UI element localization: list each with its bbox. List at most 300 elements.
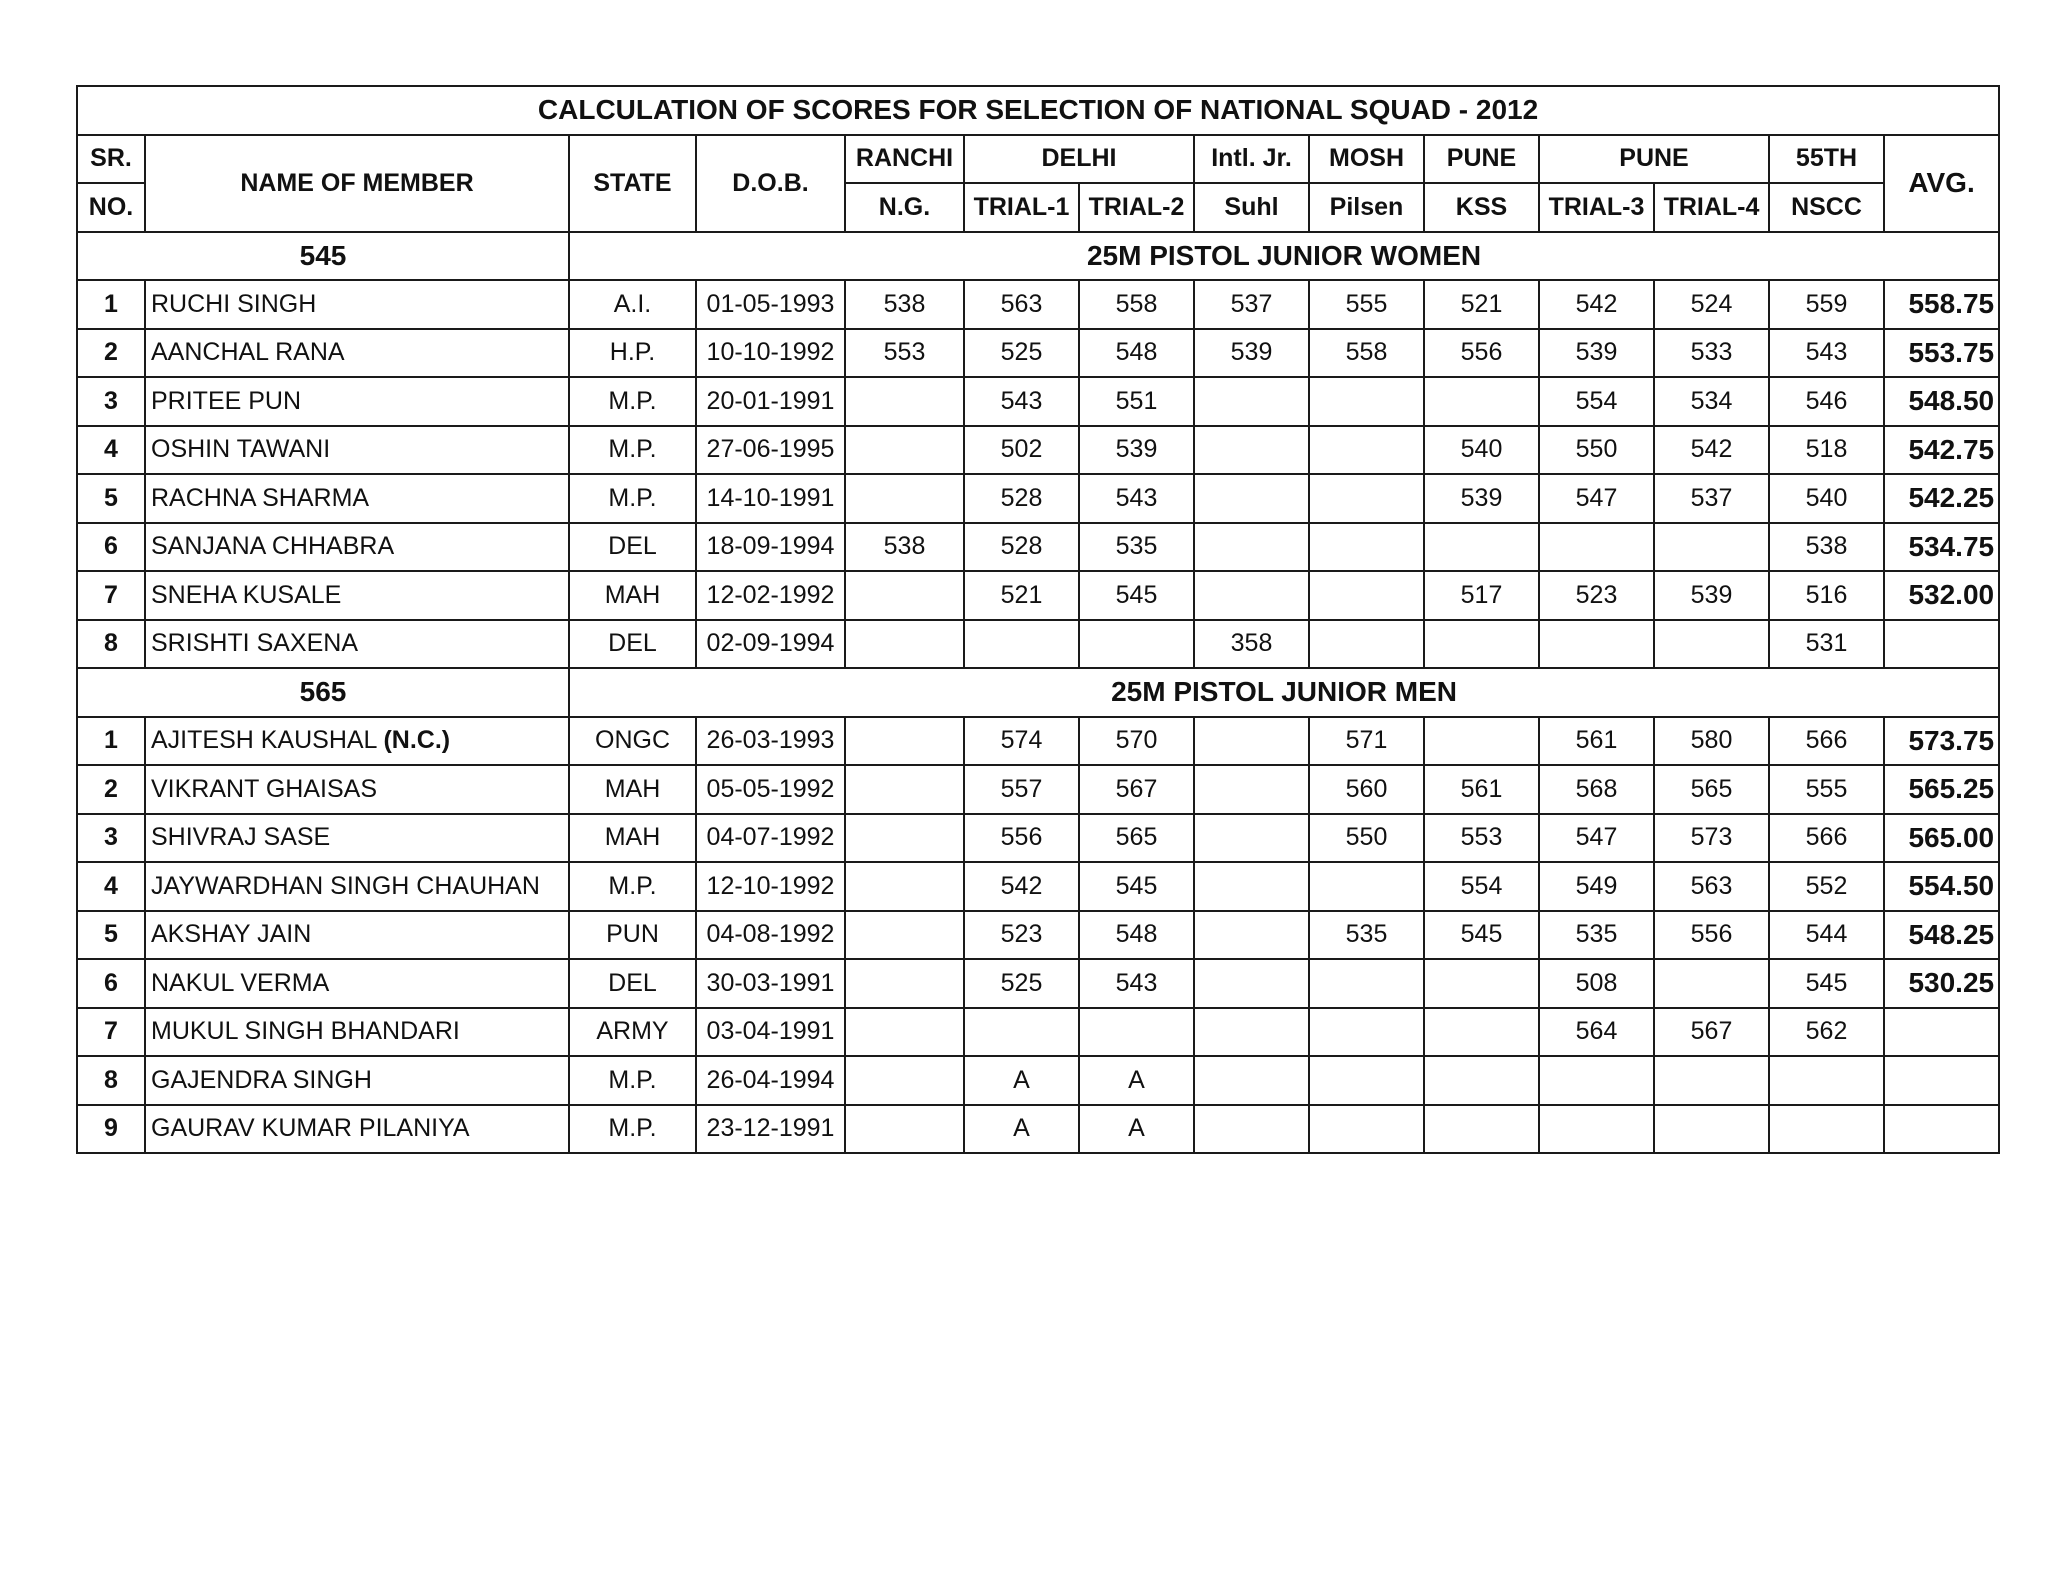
- score-cell: A: [1079, 1056, 1194, 1105]
- score-cell: 539: [1539, 329, 1654, 378]
- member-dob: 04-08-1992: [696, 911, 845, 960]
- member-name-cell: [145, 329, 569, 378]
- serial-number: 5: [77, 911, 145, 960]
- member-state: MAH: [569, 814, 696, 863]
- score-cell: [1654, 959, 1769, 1008]
- score-cell: 535: [1539, 911, 1654, 960]
- score-cell: [1194, 1056, 1309, 1105]
- score-cell: [1654, 1105, 1769, 1154]
- member-dob: 27-06-1995: [696, 426, 845, 475]
- member-state: DEL: [569, 523, 696, 572]
- member-state: MAH: [569, 571, 696, 620]
- score-cell: A: [964, 1105, 1079, 1154]
- average-score: [1884, 1008, 1999, 1057]
- member-name: OSHIN TAWANI: [151, 435, 331, 464]
- score-cell: [1769, 1056, 1884, 1105]
- score-cell: [845, 959, 964, 1008]
- score-cell: 545: [1769, 959, 1884, 1008]
- member-dob: 14-10-1991: [696, 474, 845, 523]
- score-cell: [845, 814, 964, 863]
- member-name-cell: [145, 426, 569, 475]
- score-cell: 552: [1769, 862, 1884, 911]
- score-cell: 566: [1769, 717, 1884, 766]
- score-cell: [1309, 523, 1424, 572]
- member-name-cell: [145, 1105, 569, 1154]
- score-cell: 518: [1769, 426, 1884, 475]
- serial-number: 4: [77, 426, 145, 475]
- score-cell: [1194, 377, 1309, 426]
- average-score: 558.75: [1884, 280, 1999, 329]
- average-score: [1884, 1105, 1999, 1154]
- score-cell: 557: [964, 765, 1079, 814]
- member-name-cell: [145, 280, 569, 329]
- member-name: SANJANA CHHABRA: [151, 532, 395, 561]
- member-state: MAH: [569, 765, 696, 814]
- score-cell: [1309, 474, 1424, 523]
- score-cell: 554: [1539, 377, 1654, 426]
- member-name: MUKUL SINGH BHANDARI: [151, 1017, 460, 1046]
- table-row: [77, 329, 1999, 378]
- score-cell: 539: [1654, 571, 1769, 620]
- member-state: A.I.: [569, 280, 696, 329]
- score-cell: 525: [964, 959, 1079, 1008]
- score-cell: [1424, 717, 1539, 766]
- score-cell: [1309, 571, 1424, 620]
- score-cell: 567: [1079, 765, 1194, 814]
- score-cell: [1539, 620, 1654, 669]
- member-name: VIKRANT GHAISAS: [151, 774, 377, 803]
- table-row: [77, 571, 1999, 620]
- table-row: [77, 474, 1999, 523]
- table-row: [77, 862, 1999, 911]
- score-cell: 571: [1309, 717, 1424, 766]
- score-cell: 554: [1424, 862, 1539, 911]
- score-cell: 508: [1539, 959, 1654, 1008]
- serial-number: 5: [77, 474, 145, 523]
- average-score: 548.50: [1884, 377, 1999, 426]
- score-cell: 550: [1539, 426, 1654, 475]
- header-row-top: [77, 135, 1999, 184]
- score-cell: 543: [1079, 474, 1194, 523]
- member-state: PUN: [569, 911, 696, 960]
- member-state: M.P.: [569, 862, 696, 911]
- header-group-55th: 55TH: [1769, 135, 1884, 184]
- score-cell: 521: [1424, 280, 1539, 329]
- score-cell: 539: [1194, 329, 1309, 378]
- score-cell: [1194, 474, 1309, 523]
- score-cell: 559: [1769, 280, 1884, 329]
- score-cell: [964, 1008, 1079, 1057]
- member-state: DEL: [569, 620, 696, 669]
- score-cell: 545: [1424, 911, 1539, 960]
- table-row: [77, 280, 1999, 329]
- member-name-cell: [145, 620, 569, 669]
- average-score: 565.25: [1884, 765, 1999, 814]
- score-cell: [1654, 620, 1769, 669]
- member-name: PRITEE PUN: [151, 386, 302, 415]
- score-cell: 556: [1654, 911, 1769, 960]
- score-cell: [1194, 862, 1309, 911]
- table-row: [77, 523, 1999, 572]
- score-cell: 563: [1654, 862, 1769, 911]
- score-cell: 542: [1654, 426, 1769, 475]
- score-cell: 548: [1079, 329, 1194, 378]
- category-title: 25M PISTOL JUNIOR WOMEN: [569, 232, 1999, 281]
- score-cell: [1424, 377, 1539, 426]
- score-cell: 551: [1079, 377, 1194, 426]
- score-cell: [1654, 523, 1769, 572]
- category-row: [77, 668, 1999, 717]
- score-cell: [1424, 1056, 1539, 1105]
- member-name: JAYWARDHAN SINGH CHAUHAN: [151, 871, 540, 900]
- score-cell: 542: [1539, 280, 1654, 329]
- member-state: M.P.: [569, 377, 696, 426]
- serial-number: 7: [77, 1008, 145, 1057]
- serial-number: 8: [77, 1056, 145, 1105]
- score-cell: 553: [1424, 814, 1539, 863]
- header-group-intl-jr: Intl. Jr.: [1194, 135, 1309, 184]
- score-cell: [845, 862, 964, 911]
- score-cell: 535: [1309, 911, 1424, 960]
- member-name: GAURAV KUMAR PILANIYA: [151, 1114, 470, 1143]
- score-cell: [964, 620, 1079, 669]
- member-state: ONGC: [569, 717, 696, 766]
- score-cell: 573: [1654, 814, 1769, 863]
- header-group-ranchi: RANCHI: [845, 135, 964, 184]
- member-dob: 20-01-1991: [696, 377, 845, 426]
- header-name: NAME OF MEMBER: [145, 135, 569, 232]
- score-cell: 546: [1769, 377, 1884, 426]
- member-dob: 30-03-1991: [696, 959, 845, 1008]
- score-cell: 545: [1079, 862, 1194, 911]
- score-cell: 543: [964, 377, 1079, 426]
- average-score: 542.25: [1884, 474, 1999, 523]
- serial-number: 6: [77, 959, 145, 1008]
- member-dob: 12-02-1992: [696, 571, 845, 620]
- score-cell: [1309, 377, 1424, 426]
- member-name: AANCHAL RANA: [151, 338, 345, 367]
- member-dob: 10-10-1992: [696, 329, 845, 378]
- score-cell: 568: [1539, 765, 1654, 814]
- score-cell: 528: [964, 523, 1079, 572]
- score-cell: 540: [1424, 426, 1539, 475]
- score-cell: 553: [845, 329, 964, 378]
- table-row: [77, 620, 1999, 669]
- member-name: RACHNA SHARMA: [151, 483, 370, 512]
- score-cell: [1194, 911, 1309, 960]
- score-cell: 561: [1539, 717, 1654, 766]
- score-cell: 556: [1424, 329, 1539, 378]
- score-cell: 558: [1309, 329, 1424, 378]
- score-cell: [1309, 1105, 1424, 1154]
- score-cell: 547: [1539, 474, 1654, 523]
- score-cell: 535: [1079, 523, 1194, 572]
- member-name: AJITESH KAUSHAL: [151, 726, 384, 755]
- serial-number: 8: [77, 620, 145, 669]
- score-cell: 570: [1079, 717, 1194, 766]
- table-row: [77, 717, 1999, 766]
- score-cell: [1654, 1056, 1769, 1105]
- score-cell: 542: [964, 862, 1079, 911]
- score-cell: [845, 1008, 964, 1057]
- score-cell: 538: [845, 523, 964, 572]
- serial-number: 3: [77, 377, 145, 426]
- member-name: RUCHI SINGH: [151, 289, 317, 318]
- score-cell: 580: [1654, 717, 1769, 766]
- table-row: [77, 1008, 1999, 1057]
- score-cell: 523: [964, 911, 1079, 960]
- member-name-cell: [145, 814, 569, 863]
- score-cell: 537: [1194, 280, 1309, 329]
- average-score: 532.00: [1884, 571, 1999, 620]
- score-cell: 567: [1654, 1008, 1769, 1057]
- average-score: 534.75: [1884, 523, 1999, 572]
- member-state: DEL: [569, 959, 696, 1008]
- national-champion-badge: (N.C.): [383, 726, 451, 755]
- category-title: 25M PISTOL JUNIOR MEN: [569, 668, 1999, 717]
- score-cell: 358: [1194, 620, 1309, 669]
- table-title: CALCULATION OF SCORES FOR SELECTION OF NATIONAL SQUAD - 2012: [77, 86, 1999, 135]
- header-sub-nscc: NSCC: [1769, 183, 1884, 232]
- table-row: [77, 1105, 1999, 1154]
- score-cell: 549: [1539, 862, 1654, 911]
- score-cell: [1194, 523, 1309, 572]
- table-row: [77, 377, 1999, 426]
- member-name-cell: [145, 1008, 569, 1057]
- header-sub-kss: KSS: [1424, 183, 1539, 232]
- score-cell: 543: [1769, 329, 1884, 378]
- average-score: [1884, 1056, 1999, 1105]
- score-cell: 516: [1769, 571, 1884, 620]
- member-name-cell: [145, 911, 569, 960]
- average-score: 565.00: [1884, 814, 1999, 863]
- score-cell: [1079, 1008, 1194, 1057]
- header-group-pune-trials: PUNE: [1539, 135, 1769, 184]
- score-cell: 556: [964, 814, 1079, 863]
- title-row: [77, 86, 1999, 135]
- average-score: 542.75: [1884, 426, 1999, 475]
- member-state: M.P.: [569, 474, 696, 523]
- score-cell: 517: [1424, 571, 1539, 620]
- score-cell: A: [964, 1056, 1079, 1105]
- score-cell: [1424, 620, 1539, 669]
- score-cell: 528: [964, 474, 1079, 523]
- member-dob: 04-07-1992: [696, 814, 845, 863]
- score-cell: 524: [1654, 280, 1769, 329]
- member-name: SNEHA KUSALE: [151, 580, 342, 609]
- member-dob: 05-05-1992: [696, 765, 845, 814]
- member-name: NAKUL VERMA: [151, 968, 330, 997]
- member-state: M.P.: [569, 1105, 696, 1154]
- score-cell: [845, 911, 964, 960]
- serial-number: 1: [77, 717, 145, 766]
- average-score: 573.75: [1884, 717, 1999, 766]
- score-cell: 565: [1079, 814, 1194, 863]
- table-row: [77, 959, 1999, 1008]
- table-body: [77, 232, 1999, 1154]
- average-score: [1884, 620, 1999, 669]
- header-sr-bottom: NO.: [77, 183, 145, 232]
- score-cell: [845, 1105, 964, 1154]
- member-dob: 23-12-1991: [696, 1105, 845, 1154]
- serial-number: 6: [77, 523, 145, 572]
- score-cell: 533: [1654, 329, 1769, 378]
- member-dob: 03-04-1991: [696, 1008, 845, 1057]
- average-score: 554.50: [1884, 862, 1999, 911]
- score-cell: [1539, 523, 1654, 572]
- member-name-cell: [145, 1056, 569, 1105]
- table-row: [77, 426, 1999, 475]
- member-state: M.P.: [569, 1056, 696, 1105]
- member-dob: 02-09-1994: [696, 620, 845, 669]
- score-cell: [1424, 959, 1539, 1008]
- score-cell: 539: [1424, 474, 1539, 523]
- score-cell: [1769, 1105, 1884, 1154]
- score-cell: 537: [1654, 474, 1769, 523]
- member-name-cell: [145, 862, 569, 911]
- header-avg: AVG.: [1884, 135, 1999, 232]
- header-sub-trial-3: TRIAL-3: [1539, 183, 1654, 232]
- score-cell: [1309, 959, 1424, 1008]
- header-sub-ng: N.G.: [845, 183, 964, 232]
- average-score: 548.25: [1884, 911, 1999, 960]
- member-dob: 26-04-1994: [696, 1056, 845, 1105]
- score-cell: 550: [1309, 814, 1424, 863]
- table-row: [77, 911, 1999, 960]
- score-cell: 521: [964, 571, 1079, 620]
- serial-number: 1: [77, 280, 145, 329]
- average-score: 553.75: [1884, 329, 1999, 378]
- score-cell: [845, 426, 964, 475]
- score-cell: [845, 474, 964, 523]
- score-cell: 543: [1079, 959, 1194, 1008]
- score-cell: [1539, 1105, 1654, 1154]
- score-cell: 545: [1079, 571, 1194, 620]
- header-sr-top: SR.: [77, 135, 145, 184]
- score-cell: [1424, 1008, 1539, 1057]
- member-dob: 01-05-1993: [696, 280, 845, 329]
- header-sub-pilsen: Pilsen: [1309, 183, 1424, 232]
- score-cell: [845, 1056, 964, 1105]
- score-cell: [1309, 862, 1424, 911]
- table-row: [77, 814, 1999, 863]
- header-sub-trial-2: TRIAL-2: [1079, 183, 1194, 232]
- score-cell: 540: [1769, 474, 1884, 523]
- score-cell: 538: [845, 280, 964, 329]
- score-cell: [1424, 523, 1539, 572]
- member-name-cell: [145, 959, 569, 1008]
- score-cell: 539: [1079, 426, 1194, 475]
- score-cell: [1309, 426, 1424, 475]
- score-cell: [1309, 1056, 1424, 1105]
- table-row: [77, 765, 1999, 814]
- category-code: 565: [77, 668, 569, 717]
- score-cell: 555: [1309, 280, 1424, 329]
- score-cell: 531: [1769, 620, 1884, 669]
- member-name-cell: [145, 717, 569, 766]
- score-cell: 566: [1769, 814, 1884, 863]
- score-cell: 555: [1769, 765, 1884, 814]
- serial-number: 4: [77, 862, 145, 911]
- score-cell: 565: [1654, 765, 1769, 814]
- category-row: [77, 232, 1999, 281]
- score-cell: [845, 620, 964, 669]
- member-dob: 26-03-1993: [696, 717, 845, 766]
- average-score: 530.25: [1884, 959, 1999, 1008]
- score-cell: 502: [964, 426, 1079, 475]
- score-cell: [1194, 959, 1309, 1008]
- score-cell: 560: [1309, 765, 1424, 814]
- score-cell: [1194, 1105, 1309, 1154]
- table-row: [77, 1056, 1999, 1105]
- score-cell: [1194, 765, 1309, 814]
- score-cell: [845, 717, 964, 766]
- member-name: AKSHAY JAIN: [151, 920, 312, 949]
- score-table: [76, 85, 2000, 1154]
- member-name: SHIVRAJ SASE: [151, 823, 331, 852]
- score-cell: 534: [1654, 377, 1769, 426]
- member-name-cell: [145, 571, 569, 620]
- header-group-pune-kss: PUNE: [1424, 135, 1539, 184]
- serial-number: 2: [77, 765, 145, 814]
- score-cell: 538: [1769, 523, 1884, 572]
- member-dob: 12-10-1992: [696, 862, 845, 911]
- member-state: H.P.: [569, 329, 696, 378]
- score-cell: [1079, 620, 1194, 669]
- score-cell: 544: [1769, 911, 1884, 960]
- score-cell: 547: [1539, 814, 1654, 863]
- score-cell: [1194, 814, 1309, 863]
- score-cell: 558: [1079, 280, 1194, 329]
- header-sub-suhl: Suhl: [1194, 183, 1309, 232]
- serial-number: 7: [77, 571, 145, 620]
- member-dob: 18-09-1994: [696, 523, 845, 572]
- score-cell: 561: [1424, 765, 1539, 814]
- member-name-cell: [145, 474, 569, 523]
- category-code: 545: [77, 232, 569, 281]
- score-cell: 564: [1539, 1008, 1654, 1057]
- score-cell: 548: [1079, 911, 1194, 960]
- score-cell: 574: [964, 717, 1079, 766]
- header-group-delhi: DELHI: [964, 135, 1194, 184]
- serial-number: 9: [77, 1105, 145, 1154]
- member-name-cell: [145, 765, 569, 814]
- header-group-mosh: MOSH: [1309, 135, 1424, 184]
- score-cell: 563: [964, 280, 1079, 329]
- header-sub-trial-1: TRIAL-1: [964, 183, 1079, 232]
- serial-number: 3: [77, 814, 145, 863]
- score-cell: 562: [1769, 1008, 1884, 1057]
- score-cell: [1194, 426, 1309, 475]
- score-cell: 525: [964, 329, 1079, 378]
- member-name: SRISHTI SAXENA: [151, 629, 358, 658]
- score-cell: [845, 377, 964, 426]
- member-name-cell: [145, 523, 569, 572]
- header-dob: D.O.B.: [696, 135, 845, 232]
- score-cell: [845, 765, 964, 814]
- score-cell: A: [1079, 1105, 1194, 1154]
- member-name-cell: [145, 377, 569, 426]
- member-state: ARMY: [569, 1008, 696, 1057]
- score-cell: [1424, 1105, 1539, 1154]
- score-cell: [1194, 717, 1309, 766]
- score-cell: [1309, 1008, 1424, 1057]
- score-cell: [845, 571, 964, 620]
- score-cell: [1309, 620, 1424, 669]
- header-sub-trial-4: TRIAL-4: [1654, 183, 1769, 232]
- score-cell: [1539, 1056, 1654, 1105]
- score-cell: [1194, 571, 1309, 620]
